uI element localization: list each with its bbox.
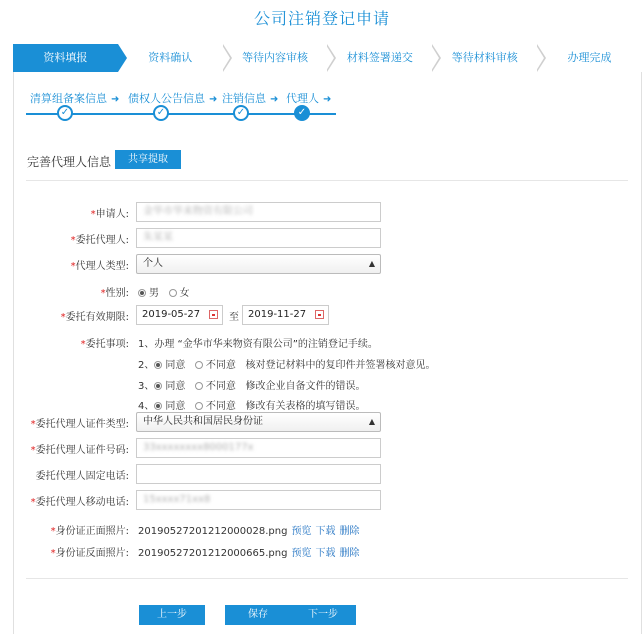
landline-input[interactable] — [136, 464, 381, 484]
required-mark: * — [30, 497, 36, 508]
id-type-label — [31, 415, 129, 430]
required-mark: * — [70, 235, 76, 246]
required-mark: * — [50, 548, 56, 559]
arrow-right-icon: ➜ — [270, 94, 279, 105]
arrow-right-icon: ➜ — [111, 94, 120, 105]
step-confirm-info[interactable] — [118, 44, 223, 72]
input-value: 朱某某 — [143, 232, 173, 243]
select-value: 个人 — [143, 258, 163, 269]
label-text: 申请人: — [95, 209, 129, 220]
mobile-label — [31, 493, 129, 508]
row-matters — [0, 332, 644, 352]
id-front-file — [138, 522, 359, 537]
row-mobile — [0, 490, 644, 510]
validity-label — [61, 308, 129, 323]
label-text: 代理人类型: — [75, 261, 129, 272]
required-mark: * — [60, 312, 66, 323]
substep-label: 代理人 — [286, 92, 319, 105]
step-complete[interactable] — [537, 44, 642, 72]
required-mark: * — [90, 209, 96, 220]
mobile-input[interactable] — [136, 490, 381, 510]
id-back-file — [138, 544, 359, 559]
step-material-review[interactable] — [432, 44, 537, 72]
gender-label — [101, 284, 129, 299]
calendar-icon[interactable] — [315, 310, 324, 319]
calendar-icon[interactable] — [209, 310, 218, 319]
required-mark: * — [100, 288, 106, 299]
item-number: 4、 — [138, 401, 155, 412]
row-agent-type — [0, 254, 644, 274]
delete-link[interactable]: 删除 — [339, 526, 360, 537]
gender-female-radio[interactable] — [169, 289, 177, 297]
step-label: 等待内容审核 — [242, 51, 309, 64]
check-circle-icon: ✓ — [153, 105, 169, 121]
label-text: 身份证反面照片: — [55, 548, 129, 559]
input-value: 15xxxx71xx8 — [143, 494, 211, 505]
option-label: 不同意 — [205, 381, 236, 392]
input-value: 33xxxxxxxx8000177x — [143, 442, 254, 453]
step-fill-info[interactable] — [13, 44, 118, 72]
select-value: 中华人民共和国居民身份证 — [143, 416, 263, 427]
check-circle-icon: ✓ — [294, 105, 310, 121]
disagree-radio[interactable] — [195, 402, 203, 410]
label-text: 委托代理人固定电话: — [35, 471, 129, 482]
divider — [26, 578, 628, 579]
step-label: 材料签署递交 — [346, 51, 413, 64]
option-label: 同意 — [165, 401, 186, 412]
row-applicant — [0, 202, 644, 222]
matter-item-4 — [138, 397, 365, 412]
validity-end-date[interactable] — [242, 305, 329, 325]
row-landline — [0, 464, 644, 484]
substep-label: 清算组备案信息 — [30, 92, 107, 105]
label-text: 身份证正面照片: — [55, 526, 129, 537]
matters-label — [81, 335, 129, 350]
row-agent — [0, 228, 644, 248]
file-name: 20190527201212000028.png — [138, 526, 288, 537]
row-matter-3 — [0, 374, 644, 394]
row-matter-4 — [0, 394, 644, 414]
check-circle-icon: ✓ — [233, 105, 249, 121]
step-bar — [13, 44, 642, 72]
arrow-right-icon: ➜ — [209, 94, 218, 105]
option-label: 女 — [179, 288, 190, 299]
id-number-input[interactable] — [136, 438, 381, 458]
date-value: 2019-11-27 — [248, 309, 307, 320]
input-value: 金华市华来物资有限公司 — [143, 206, 253, 217]
agent-type-label — [71, 257, 129, 272]
delete-link[interactable]: 删除 — [339, 548, 360, 559]
agent-type-select[interactable] — [136, 254, 381, 274]
id-back-label — [51, 544, 129, 559]
save-button[interactable]: 保存 — [225, 605, 291, 625]
option-label: 同意 — [165, 381, 186, 392]
applicant-label — [91, 205, 129, 220]
required-mark: * — [80, 339, 86, 350]
label-text: 委托有效期限: — [65, 312, 129, 323]
step-label: 等待材料审核 — [451, 51, 518, 64]
arrow-right-icon: ➜ — [323, 94, 332, 105]
option-label: 同意 — [165, 360, 186, 371]
agent-label — [71, 231, 129, 246]
divider — [26, 180, 628, 181]
item-text: 修改有关表格的填写错误。 — [245, 401, 366, 412]
substep-cancel-info[interactable] — [222, 90, 278, 106]
updown-caret-icon: ▲ — [368, 259, 375, 268]
item-text: 修改企业自备文件的错误。 — [245, 381, 366, 392]
gender-male-radio[interactable] — [138, 289, 146, 297]
label-text: 性别: — [105, 288, 129, 299]
row-id-back — [0, 541, 644, 561]
label-text: 委托代理人移动电话: — [35, 497, 129, 508]
item-number: 2、 — [138, 360, 155, 371]
validity-start-date[interactable] — [136, 305, 223, 325]
item-number: 3、 — [138, 381, 155, 392]
row-id-number — [0, 438, 644, 458]
gender-options — [138, 284, 190, 299]
download-link[interactable]: 下载 — [315, 526, 336, 537]
date-value: 2019-05-27 — [142, 309, 201, 320]
step-label: 资料确认 — [148, 51, 193, 64]
applicant-input[interactable] — [136, 202, 381, 222]
id-front-label — [51, 522, 129, 537]
file-name: 20190527201212000665.png — [138, 548, 288, 559]
row-gender — [0, 281, 644, 301]
step-sign-submit[interactable] — [327, 44, 432, 72]
matter-item-1: 1、办理 “金华市华来物资有限公司”的注销登记手续。 — [138, 339, 378, 350]
date-range-separator: 至 — [229, 312, 239, 323]
row-id-type — [0, 412, 644, 432]
substep-agent[interactable] — [286, 90, 331, 106]
agent-name-input[interactable] — [136, 228, 381, 248]
next-step-button[interactable]: 下一步 — [290, 605, 356, 625]
updown-caret-icon: ▲ — [368, 417, 375, 426]
step-label: 资料填报 — [43, 51, 88, 64]
landline-label — [36, 467, 129, 482]
label-text: 委托事项: — [85, 339, 129, 350]
preview-link[interactable]: 预览 — [291, 526, 312, 537]
item-text: 核对登记材料中的复印件并签署核对意见。 — [245, 360, 436, 371]
prev-step-button[interactable]: 上一步 — [139, 605, 205, 625]
required-mark: * — [70, 261, 76, 272]
disagree-radio[interactable] — [195, 382, 203, 390]
matter-item-2 — [138, 356, 435, 371]
option-label: 不同意 — [205, 401, 236, 412]
agree-radio[interactable] — [154, 361, 162, 369]
substep-label: 债权人公告信息 — [128, 92, 205, 105]
page-title: 公司注销登记申请 — [253, 9, 390, 28]
substep-label: 注销信息 — [222, 92, 266, 105]
required-mark: * — [30, 419, 36, 430]
row-matter-2 — [0, 353, 644, 373]
option-label: 男 — [149, 288, 159, 299]
agree-radio[interactable] — [154, 382, 162, 390]
label-text: 委托代理人证件类型: — [35, 419, 129, 430]
step-content-review[interactable] — [223, 44, 328, 72]
section-title: 完善代理人信息 — [27, 155, 112, 169]
step-label: 办理完成 — [567, 51, 612, 64]
required-mark: * — [30, 445, 36, 456]
preview-link[interactable]: 预览 — [291, 548, 312, 559]
download-link[interactable]: 下载 — [315, 548, 336, 559]
option-label: 不同意 — [205, 360, 236, 371]
id-type-select[interactable] — [136, 412, 381, 432]
row-id-front — [0, 519, 644, 539]
required-mark: * — [50, 526, 56, 537]
row-validity — [0, 305, 644, 325]
agree-radio[interactable] — [154, 402, 162, 410]
label-text: 委托代理人: — [75, 235, 129, 246]
matter-item-3 — [138, 377, 365, 392]
substep-creditor[interactable] — [128, 90, 217, 106]
id-number-label — [31, 441, 129, 456]
share-extract-button[interactable]: 共享提取 — [115, 150, 181, 169]
substep-liquidation[interactable] — [30, 90, 119, 106]
check-circle-icon: ✓ — [57, 105, 73, 121]
disagree-radio[interactable] — [195, 361, 203, 369]
label-text: 委托代理人证件号码: — [35, 445, 129, 456]
